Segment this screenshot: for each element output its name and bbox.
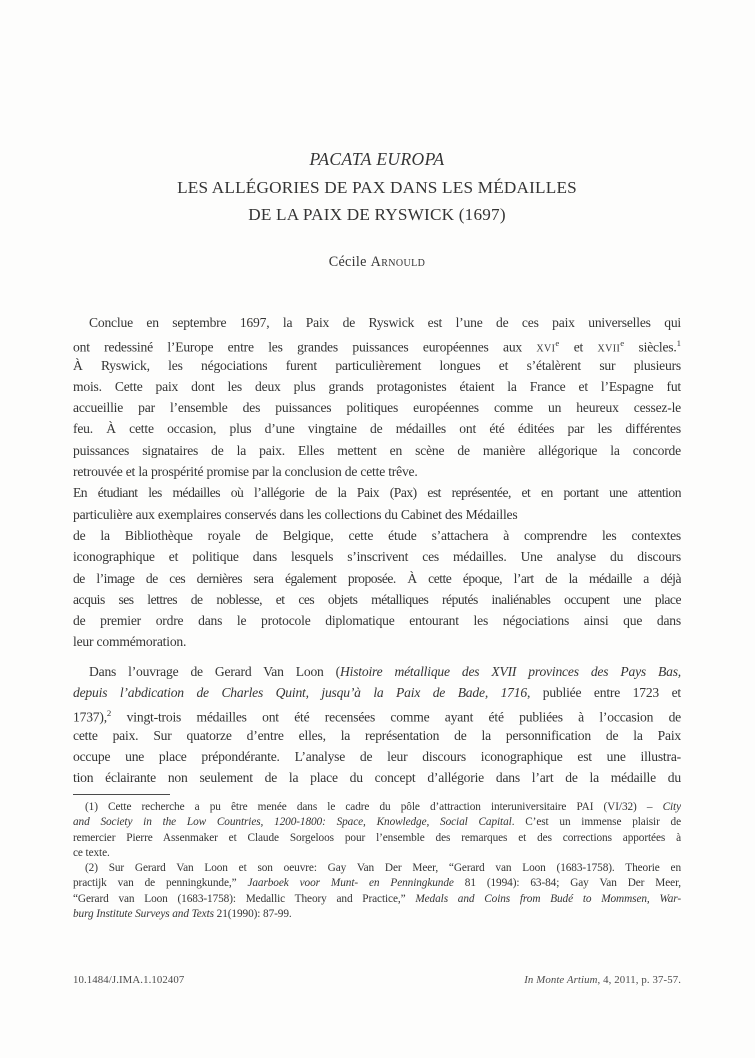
text-line — [73, 525, 681, 546]
text-segment: e — [620, 338, 625, 349]
text-line — [73, 661, 681, 682]
article-title-line3: DE LA PAIX DE RYSWICK (1697) — [248, 205, 506, 224]
text-line — [73, 376, 681, 397]
text-line — [73, 767, 681, 788]
text-segment: depuis l’abdication de Charles Quint, jusqu’à la Paix de Bade, 1716 — [73, 685, 527, 701]
footnotes-block — [73, 800, 681, 922]
text-line — [73, 504, 681, 525]
text-segment: 21(1990): 87-99. — [213, 908, 292, 921]
paragraph-1 — [73, 312, 681, 653]
text-line — [73, 610, 681, 631]
text-segment: Jaarboek voor Munt- en Penningkunde — [247, 877, 454, 890]
text-segment: Histoire métallique des XVII provinces des Pays Bas, — [340, 663, 681, 679]
text-segment: iconographique et politique dans lesquels s’inscrivent ces médailles. Une analyse du discours — [73, 549, 681, 565]
text-line — [73, 461, 681, 482]
journal-citation — [524, 974, 681, 986]
doi-reference: 10.1484/J.IMA.1.102407 — [73, 974, 185, 986]
text-segment: remercier Pierre Assenmaker et Claude Sorgeloos pour l’ensemble des remarques et des corrections apportées à — [73, 831, 681, 844]
text-segment: (2) Sur Gerard Van Loon et son oeuvre: Gay Van Der Meer, “Gerard van Loon (1683-1758). Theorie en — [85, 862, 681, 875]
text-line — [73, 815, 681, 830]
text-segment: siècles. — [624, 339, 677, 355]
text-segment: accueillie par l’ensemble des puissances politiques européennes comme un heureux cessez-le — [73, 400, 681, 416]
text-line — [73, 418, 681, 439]
text-segment: puissances signataires de la paix. Elles mettent en scène de manière allégorique la concorde — [73, 442, 681, 458]
text-segment: Cécile — [328, 254, 371, 270]
text-segment: , 4, 2011, p. 37-57. — [597, 974, 681, 986]
text-segment: and Society in the Low Countries, 1200-1800: Space, Knowledge, Social Capital — [73, 816, 512, 829]
article-title-latin: PACATA EUROPA — [309, 149, 445, 169]
text-line — [73, 312, 681, 333]
text-segment: Arnould — [370, 254, 426, 270]
text-line — [73, 800, 681, 815]
text-line — [73, 333, 681, 354]
text-segment: , publiée entre 1723 et — [526, 685, 681, 701]
text-segment: 1 — [676, 338, 681, 349]
text-line — [73, 746, 681, 767]
text-segment: À Ryswick, les négociations furent particulièrement longues et s’étalèrent sur plusieurs — [73, 357, 681, 373]
text-segment: practijk van de penningkunde,” — [73, 877, 248, 890]
text-segment: et — [559, 339, 598, 355]
text-line — [73, 831, 681, 846]
footnote-separator-rule — [73, 794, 170, 795]
text-line — [73, 861, 681, 876]
article-title-block — [73, 146, 681, 229]
text-segment: Medals and Coins from Budé to Mommsen, War- — [415, 892, 681, 905]
text-segment: tion éclairante non seulement de la place du concept d’allégorie dans l’art de la médaille du — [73, 770, 681, 786]
text-segment: e — [555, 338, 560, 349]
text-segment: En étudiant les médailles où l’allégorie de la Paix (Pax) est représentée, et en portant une attention — [73, 485, 681, 501]
text-segment: feu. À cette occasion, plus d’une vingtaine de médailles ont été éditées par les différentes — [73, 421, 681, 437]
text-segment: (1) Cette recherche a pu être menée dans le cadre du pôle d’attraction interuniversitaire PAI (VI/32) – — [85, 801, 663, 813]
text-segment: Conclue en septembre 1697, la Paix de Ryswick est l’une de ces paix universelles qui — [89, 315, 681, 330]
text-segment: acquis ses lettres de noblesse, et ces objets métalliques réputés inaliénables occupent une place — [73, 591, 681, 607]
text-segment: vingt-trois médailles ont été recensées comme ayant été publiées à l’occasion de — [111, 709, 681, 725]
text-segment: 81 (1994): 63-84; Gay Van Der Meer, — [453, 877, 681, 890]
text-segment: “Gerard van Loon (1683-1758): Medallic Theory and Practice,” — [73, 892, 416, 905]
text-segment: occupe une place prépondérante. L’analyse de leur discours iconographique est une illustra- — [73, 748, 681, 764]
text-line — [73, 703, 681, 724]
text-segment: 1737), — [73, 709, 107, 725]
text-line — [73, 397, 681, 418]
text-line — [73, 546, 681, 567]
text-line — [73, 725, 681, 746]
text-segment: City — [662, 801, 681, 813]
article-title-line2: LES ALLÉGORIES DE PAX DANS LES MÉDAILLES — [177, 177, 577, 197]
text-segment: mois. Cette paix dont les deux plus grands protagonistes étaient la France et l’Espagne fut — [73, 378, 681, 394]
text-segment: . C’est un immense plaisir de — [511, 816, 681, 829]
text-line — [73, 440, 681, 461]
text-segment: xvi — [536, 339, 556, 355]
text-segment: Dans l’ouvrage de Gerard Van Loon ( — [89, 663, 340, 679]
paragraph-2 — [73, 661, 681, 789]
text-segment: xvii — [597, 339, 621, 355]
text-line — [73, 892, 681, 907]
text-segment: leur commémoration. — [73, 634, 187, 650]
text-segment: particulière aux exemplaires conservés dans les collections du Cabinet des Médailles — [73, 506, 518, 522]
text-segment: 2 — [106, 708, 112, 719]
text-line — [73, 682, 681, 703]
text-segment: de premier ordre dans le protocole diplomatique entourant les négociations ainsi que dans — [73, 613, 681, 629]
text-line — [73, 589, 681, 610]
text-line — [73, 907, 681, 922]
text-line — [73, 631, 681, 652]
text-segment: ce texte. — [73, 846, 110, 859]
text-segment: de l’image de ces dernières sera également proposée. À cette époque, l’art de la médaille a déjà — [73, 570, 681, 586]
text-line — [73, 355, 681, 376]
author-name — [73, 254, 681, 271]
text-segment: In Monte Artium — [524, 974, 598, 986]
text-line — [73, 876, 681, 891]
text-segment: ont redessiné l’Europe entre les grandes puissances européennes aux — [73, 339, 537, 355]
text-line — [73, 568, 681, 589]
body-text — [73, 312, 681, 789]
text-line — [73, 846, 681, 861]
page-footer — [73, 974, 681, 986]
text-segment: cette paix. Sur quatorze d’entre elles, la représentation de la personnification de la Paix — [73, 727, 681, 743]
text-segment: burg Institute Surveys and Texts — [73, 908, 214, 921]
text-segment: de la Bibliothèque royale de Belgique, cette étude s’attachera à comprendre les contextes — [73, 527, 681, 543]
text-line — [73, 482, 681, 503]
text-segment: retrouvée et la prospérité promise par la conclusion de cette trêve. — [73, 464, 418, 480]
